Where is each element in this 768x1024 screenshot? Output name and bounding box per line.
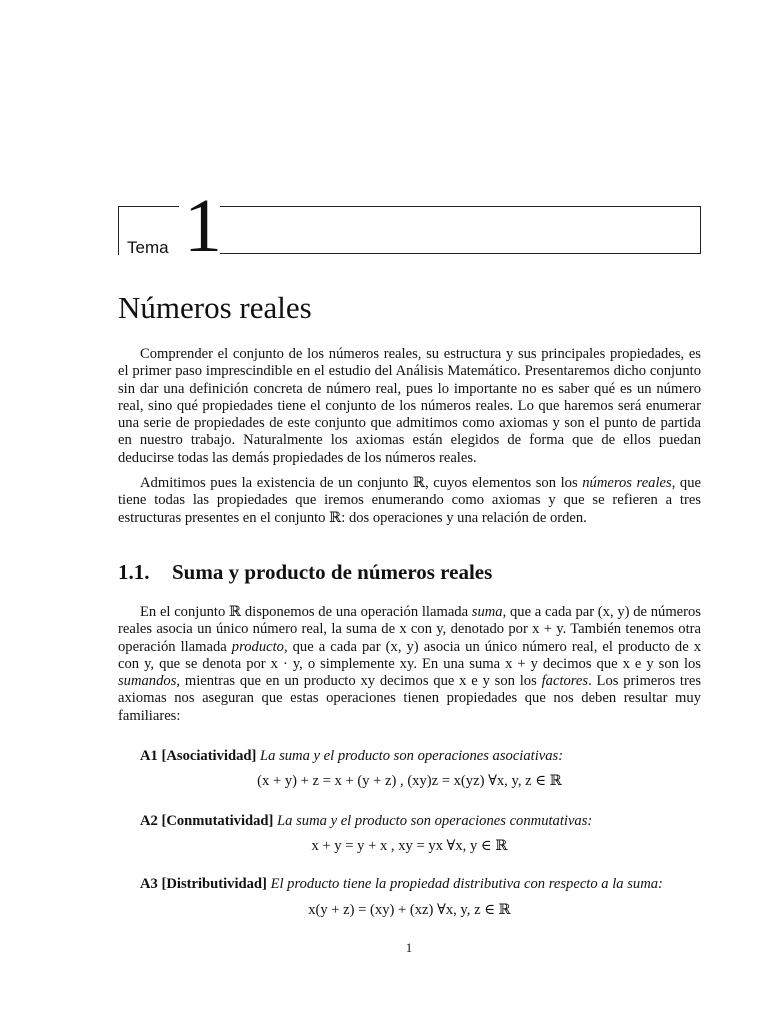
intro-paragraph-2 <box>118 475 701 527</box>
section-paragraph <box>118 604 701 725</box>
section-text-1: En el conjunto ℝ disponemos de una operación llamada <box>140 604 472 620</box>
intro-p2-emphasis: números reales <box>582 475 672 491</box>
section-emphasis-3: sumandos <box>118 673 177 690</box>
axiom-a1-label: A1 [Asociatividad] <box>140 748 257 764</box>
intro-p2-text-a: Admitimos pues la existencia de un conjunto ℝ, cuyos elementos son los <box>140 475 583 491</box>
page-number: 1 <box>405 940 413 955</box>
section-heading <box>118 560 492 585</box>
axiom-a2-formula: x + y = y + x , xy = yx ∀x, y ∈ ℝ <box>311 838 508 854</box>
chapter-label: Tema <box>127 238 169 257</box>
section-text-2: , que a cada par (x, y) de números reales asocia un único número real, la suma de x con y, denotado por x + y. También tenemos otra operación llamada <box>118 604 701 655</box>
section-emphasis-1: suma <box>471 604 503 620</box>
section-title: Suma y producto de números reales <box>172 560 493 584</box>
axiom-a2-label: A2 [Conmutatividad] <box>140 813 274 829</box>
axiom-a3 <box>140 876 663 893</box>
chapter-number: 1 <box>184 184 222 268</box>
axiom-a2 <box>140 813 592 830</box>
chapter-frame-right <box>220 206 701 254</box>
axiom-a3-formula: x(y + z) = (xy) + (xz) ∀x, y, z ∈ ℝ <box>308 902 511 918</box>
section-emphasis-4: factores <box>541 673 589 690</box>
axiom-a1 <box>140 748 563 765</box>
intro-p2-text-b: , que tiene todas las propiedades que iremos enumerando como axiomas y que se refieren a tres estructuras presentes en el conjunto ℝ: dos operaciones y una relación de orden. <box>118 475 702 526</box>
axiom-a3-statement: El producto tiene la propiedad distributiva con respecto a la suma: <box>270 876 663 892</box>
chapter-title: Números reales <box>118 290 312 325</box>
section-text-4: , mientras que en un producto xy decimos que x e y son los <box>176 673 542 690</box>
intro-paragraph-1: Comprender el conjunto de los números reales, su estructura y sus principales propiedades, es el primer paso imprescindible en el estudio del Análisis Matemático. Presentaremos dicho conjunto sin dar una definición concreta de número real, pues lo importante no es saber qué es un número real, sino qué propiedades tiene el conjunto de los números reales. Lo que haremos será enumerar una serie de propiedades de este conjunto que admitimos como axiomas y son el punto de partida en nuestro trabajo. Naturalmente los axiomas están elegidos de forma que de ellos puedan deducirse todas las demás propiedades de los números reales. <box>118 346 701 466</box>
axiom-a2-statement: La suma y el producto son operaciones conmutativas: <box>277 813 593 829</box>
section-text-3: , que a cada par (x, y) asocia un único número real, el producto de x con y, que se denota por x · y, o simplemente xy. En una suma x + y decimos que x e y son los <box>118 638 701 672</box>
section-text-5: . Los primeros tres axiomas nos aseguran que estas operaciones tienen propiedades que nos deben resultar muy familiares: <box>118 673 702 724</box>
axiom-a3-label: A3 [Distributividad] <box>140 876 267 892</box>
section-number: 1.1. <box>118 560 150 584</box>
axiom-a1-statement: La suma y el producto son operaciones asociativas: <box>260 748 564 764</box>
axiom-a1-formula: (x + y) + z = x + (y + z) , (xy)z = x(yz) ∀x, y, z ∈ ℝ <box>257 773 562 789</box>
section-emphasis-2: producto <box>231 638 284 655</box>
